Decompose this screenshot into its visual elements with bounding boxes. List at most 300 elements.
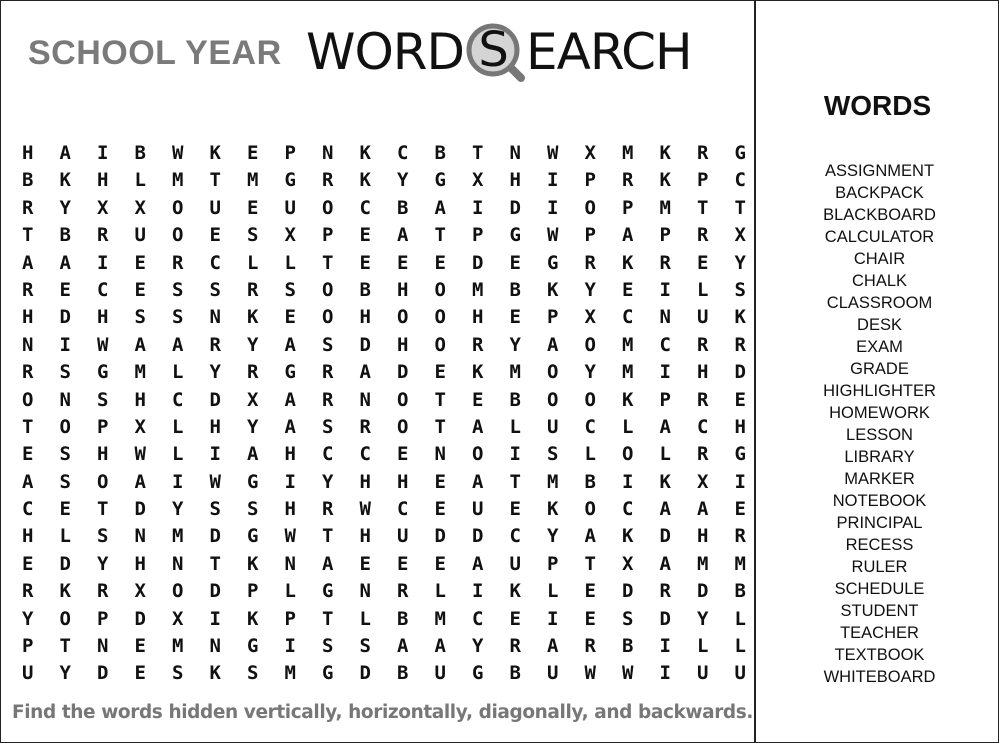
grid-letter[interactable]: A [434, 196, 446, 219]
grid-letter[interactable]: D [97, 662, 109, 685]
grid-letter[interactable]: Y [397, 169, 409, 192]
grid-letter[interactable]: P [284, 607, 296, 630]
grid-letter[interactable]: S [97, 388, 109, 411]
grid-letter[interactable]: D [397, 361, 409, 384]
grid-letter[interactable]: I [659, 278, 671, 301]
grid-letter[interactable]: N [659, 306, 671, 329]
grid-letter[interactable]: T [59, 635, 71, 658]
grid-letter[interactable]: R [734, 525, 746, 548]
grid-letter[interactable]: C [359, 196, 371, 219]
grid-letter[interactable]: S [59, 361, 71, 384]
grid-letter[interactable]: A [659, 552, 671, 575]
grid-letter[interactable]: I [209, 607, 221, 630]
grid-letter[interactable]: S [59, 443, 71, 466]
grid-letter[interactable]: D [472, 251, 484, 274]
grid-letter[interactable]: E [509, 251, 521, 274]
grid-letter[interactable]: C [734, 169, 746, 192]
grid-letter[interactable]: H [397, 470, 409, 493]
grid-letter[interactable]: L [697, 635, 709, 658]
grid-letter[interactable]: X [734, 224, 746, 247]
grid-letter[interactable]: G [509, 224, 521, 247]
grid-letter[interactable]: D [697, 580, 709, 603]
grid-letter[interactable]: S [547, 443, 559, 466]
grid-letter[interactable]: P [697, 169, 709, 192]
grid-letter[interactable]: R [584, 635, 596, 658]
grid-letter[interactable]: M [734, 552, 746, 575]
grid-letter[interactable]: P [584, 224, 596, 247]
grid-letter[interactable]: S [172, 306, 184, 329]
grid-letter[interactable]: X [284, 224, 296, 247]
grid-letter[interactable]: O [584, 196, 596, 219]
grid-letter[interactable]: O [172, 580, 184, 603]
grid-letter[interactable]: E [397, 251, 409, 274]
grid-letter[interactable]: G [284, 361, 296, 384]
grid-letter[interactable]: R [509, 635, 521, 658]
grid-letter[interactable]: O [584, 388, 596, 411]
grid-letter[interactable]: A [284, 388, 296, 411]
grid-letter[interactable]: T [472, 142, 484, 164]
grid-letter[interactable]: G [97, 361, 109, 384]
grid-letter[interactable]: P [22, 635, 34, 658]
grid-letter[interactable]: E [434, 470, 446, 493]
grid-letter[interactable]: A [659, 498, 671, 521]
grid-letter[interactable]: R [697, 443, 709, 466]
grid-letter[interactable]: P [472, 224, 484, 247]
grid-letter[interactable]: M [697, 552, 709, 575]
grid-letter[interactable]: D [359, 333, 371, 356]
grid-letter[interactable]: D [209, 388, 221, 411]
grid-letter[interactable]: Y [172, 498, 184, 521]
grid-letter[interactable]: K [59, 580, 71, 603]
grid-letter[interactable]: H [22, 525, 34, 548]
grid-letter[interactable]: X [472, 169, 484, 192]
grid-letter[interactable]: G [322, 662, 334, 685]
grid-letter[interactable]: K [622, 251, 634, 274]
grid-letter[interactable]: I [509, 443, 521, 466]
grid-letter[interactable]: M [434, 607, 446, 630]
grid-letter[interactable]: C [509, 525, 521, 548]
grid-letter[interactable]: O [59, 415, 71, 438]
grid-letter[interactable]: N [97, 635, 109, 658]
grid-letter[interactable]: S [97, 525, 109, 548]
grid-letter[interactable]: Y [247, 333, 259, 356]
grid-letter[interactable]: H [359, 525, 371, 548]
grid-letter[interactable]: L [622, 415, 634, 438]
grid-letter[interactable]: K [547, 498, 559, 521]
grid-letter[interactable]: D [59, 306, 71, 329]
grid-letter[interactable]: H [397, 333, 409, 356]
grid-letter[interactable]: T [322, 251, 334, 274]
grid-letter[interactable]: C [659, 333, 671, 356]
grid-letter[interactable]: K [659, 169, 671, 192]
grid-letter[interactable]: N [509, 142, 521, 164]
grid-letter[interactable]: I [472, 580, 484, 603]
grid-letter[interactable]: R [659, 251, 671, 274]
grid-letter[interactable]: E [247, 196, 259, 219]
grid-letter[interactable]: H [359, 306, 371, 329]
grid-letter[interactable]: S [247, 662, 259, 685]
grid-letter[interactable]: H [209, 415, 221, 438]
grid-letter[interactable]: G [322, 580, 334, 603]
grid-letter[interactable]: X [247, 388, 259, 411]
grid-letter[interactable]: G [247, 635, 259, 658]
grid-letter[interactable]: Y [209, 361, 221, 384]
grid-letter[interactable]: A [697, 498, 709, 521]
grid-letter[interactable]: P [659, 224, 671, 247]
grid-letter[interactable]: R [659, 580, 671, 603]
grid-letter[interactable]: O [584, 498, 596, 521]
grid-letter[interactable]: E [134, 662, 146, 685]
grid-letter[interactable]: A [659, 415, 671, 438]
grid-letter[interactable]: T [584, 552, 596, 575]
grid-letter[interactable]: E [509, 498, 521, 521]
grid-letter[interactable]: I [97, 251, 109, 274]
grid-letter[interactable]: A [134, 333, 146, 356]
grid-letter[interactable]: B [584, 470, 596, 493]
grid-letter[interactable]: E [584, 580, 596, 603]
grid-letter[interactable]: E [59, 498, 71, 521]
grid-letter[interactable]: G [247, 470, 259, 493]
grid-letter[interactable]: B [509, 278, 521, 301]
grid-letter[interactable]: L [697, 278, 709, 301]
grid-letter[interactable]: W [622, 662, 634, 685]
grid-letter[interactable]: C [622, 306, 634, 329]
grid-letter[interactable]: E [434, 251, 446, 274]
grid-letter[interactable]: U [434, 662, 446, 685]
grid-letter[interactable]: X [697, 470, 709, 493]
grid-letter[interactable]: H [359, 470, 371, 493]
grid-letter[interactable]: O [322, 278, 334, 301]
grid-letter[interactable]: I [59, 333, 71, 356]
grid-letter[interactable]: H [284, 498, 296, 521]
grid-letter[interactable]: P [97, 415, 109, 438]
grid-letter[interactable]: R [22, 278, 34, 301]
grid-letter[interactable]: X [584, 306, 596, 329]
grid-letter[interactable]: K [622, 388, 634, 411]
grid-letter[interactable]: C [209, 251, 221, 274]
grid-letter[interactable]: C [359, 443, 371, 466]
grid-letter[interactable]: X [622, 552, 634, 575]
grid-letter[interactable]: C [472, 607, 484, 630]
grid-letter[interactable]: U [697, 662, 709, 685]
letter-grid[interactable] [22, 140, 772, 688]
grid-letter[interactable]: E [134, 635, 146, 658]
grid-letter[interactable]: W [97, 333, 109, 356]
grid-letter[interactable]: D [472, 525, 484, 548]
grid-letter[interactable]: L [734, 635, 746, 658]
grid-letter[interactable]: G [734, 443, 746, 466]
grid-letter[interactable]: A [397, 224, 409, 247]
grid-letter[interactable]: R [22, 361, 34, 384]
grid-letter[interactable]: W [584, 662, 596, 685]
grid-letter[interactable]: O [547, 388, 559, 411]
grid-letter[interactable]: A [59, 251, 71, 274]
grid-letter[interactable]: E [509, 306, 521, 329]
grid-letter[interactable]: O [322, 306, 334, 329]
grid-letter[interactable]: B [22, 169, 34, 192]
grid-letter[interactable]: I [284, 635, 296, 658]
grid-letter[interactable]: Y [697, 607, 709, 630]
grid-letter[interactable]: G [734, 142, 746, 164]
grid-letter[interactable]: L [134, 169, 146, 192]
grid-letter[interactable]: T [509, 470, 521, 493]
grid-letter[interactable]: I [209, 443, 221, 466]
grid-letter[interactable]: E [22, 552, 34, 575]
grid-letter[interactable]: H [509, 169, 521, 192]
grid-letter[interactable]: N [172, 552, 184, 575]
grid-letter[interactable]: K [734, 306, 746, 329]
grid-letter[interactable]: E [472, 388, 484, 411]
grid-letter[interactable]: M [622, 333, 634, 356]
grid-letter[interactable]: K [209, 142, 221, 164]
grid-letter[interactable]: L [547, 580, 559, 603]
grid-letter[interactable]: W [134, 443, 146, 466]
grid-letter[interactable]: W [172, 142, 184, 164]
grid-letter[interactable]: E [584, 607, 596, 630]
grid-letter[interactable]: I [472, 196, 484, 219]
grid-letter[interactable]: H [697, 525, 709, 548]
grid-letter[interactable]: Y [734, 251, 746, 274]
grid-letter[interactable]: I [97, 142, 109, 164]
grid-letter[interactable]: T [209, 169, 221, 192]
grid-letter[interactable]: N [434, 443, 446, 466]
grid-letter[interactable]: S [622, 607, 634, 630]
grid-letter[interactable]: M [172, 525, 184, 548]
grid-letter[interactable]: S [247, 498, 259, 521]
grid-letter[interactable]: B [397, 662, 409, 685]
grid-letter[interactable]: R [359, 415, 371, 438]
grid-letter[interactable]: D [659, 607, 671, 630]
grid-letter[interactable]: W [547, 224, 559, 247]
grid-letter[interactable]: L [659, 443, 671, 466]
grid-letter[interactable]: A [22, 470, 34, 493]
grid-letter[interactable]: E [434, 498, 446, 521]
grid-letter[interactable]: K [359, 169, 371, 192]
grid-letter[interactable]: T [697, 196, 709, 219]
grid-letter[interactable]: Y [584, 361, 596, 384]
grid-letter[interactable]: L [734, 607, 746, 630]
grid-letter[interactable]: S [59, 470, 71, 493]
grid-letter[interactable]: R [697, 388, 709, 411]
grid-letter[interactable]: H [97, 443, 109, 466]
grid-letter[interactable]: S [322, 333, 334, 356]
grid-letter[interactable]: O [584, 333, 596, 356]
grid-letter[interactable]: S [134, 306, 146, 329]
grid-letter[interactable]: L [59, 525, 71, 548]
grid-letter[interactable]: H [284, 443, 296, 466]
grid-letter[interactable]: S [322, 635, 334, 658]
grid-letter[interactable]: R [322, 169, 334, 192]
grid-letter[interactable]: M [622, 142, 634, 164]
grid-letter[interactable]: L [359, 607, 371, 630]
grid-letter[interactable]: K [247, 306, 259, 329]
grid-letter[interactable]: S [734, 278, 746, 301]
grid-letter[interactable]: A [434, 635, 446, 658]
grid-letter[interactable]: B [397, 196, 409, 219]
grid-letter[interactable]: E [734, 498, 746, 521]
grid-letter[interactable]: E [22, 443, 34, 466]
grid-letter[interactable]: E [509, 607, 521, 630]
grid-letter[interactable]: P [622, 196, 634, 219]
grid-letter[interactable]: T [322, 525, 334, 548]
grid-letter[interactable]: R [22, 580, 34, 603]
grid-letter[interactable]: K [209, 662, 221, 685]
grid-letter[interactable]: Y [322, 470, 334, 493]
grid-letter[interactable]: E [734, 388, 746, 411]
grid-letter[interactable]: L [434, 580, 446, 603]
grid-letter[interactable]: O [22, 388, 34, 411]
grid-letter[interactable]: R [584, 251, 596, 274]
grid-letter[interactable]: A [547, 333, 559, 356]
grid-letter[interactable]: A [134, 470, 146, 493]
grid-letter[interactable]: E [209, 224, 221, 247]
grid-letter[interactable]: G [547, 251, 559, 274]
grid-letter[interactable]: O [172, 196, 184, 219]
grid-letter[interactable]: K [59, 169, 71, 192]
grid-letter[interactable]: U [547, 415, 559, 438]
grid-letter[interactable]: M [547, 470, 559, 493]
grid-letter[interactable]: R [172, 251, 184, 274]
grid-letter[interactable]: R [472, 333, 484, 356]
grid-letter[interactable]: D [622, 580, 634, 603]
grid-letter[interactable]: K [247, 552, 259, 575]
grid-letter[interactable]: M [284, 662, 296, 685]
grid-letter[interactable]: I [284, 470, 296, 493]
grid-letter[interactable]: H [134, 552, 146, 575]
grid-letter[interactable]: I [547, 169, 559, 192]
grid-letter[interactable]: N [359, 388, 371, 411]
grid-letter[interactable]: I [659, 635, 671, 658]
grid-letter[interactable]: B [134, 142, 146, 164]
grid-letter[interactable]: R [97, 580, 109, 603]
grid-letter[interactable]: T [209, 552, 221, 575]
grid-letter[interactable]: A [359, 361, 371, 384]
grid-letter[interactable]: A [397, 635, 409, 658]
grid-letter[interactable]: N [209, 635, 221, 658]
grid-letter[interactable]: B [734, 580, 746, 603]
grid-letter[interactable]: S [322, 415, 334, 438]
grid-letter[interactable]: R [22, 196, 34, 219]
grid-letter[interactable]: O [397, 415, 409, 438]
grid-letter[interactable]: L [172, 443, 184, 466]
grid-letter[interactable]: R [322, 361, 334, 384]
grid-letter[interactable]: Y [59, 662, 71, 685]
grid-letter[interactable]: O [472, 443, 484, 466]
grid-letter[interactable]: A [472, 552, 484, 575]
grid-letter[interactable]: P [322, 224, 334, 247]
grid-letter[interactable]: O [434, 306, 446, 329]
grid-letter[interactable]: R [622, 169, 634, 192]
grid-letter[interactable]: N [322, 142, 334, 164]
grid-letter[interactable]: K [659, 142, 671, 164]
grid-letter[interactable]: C [322, 443, 334, 466]
grid-letter[interactable]: H [697, 361, 709, 384]
grid-letter[interactable]: M [172, 635, 184, 658]
grid-letter[interactable]: C [397, 498, 409, 521]
grid-letter[interactable]: G [472, 662, 484, 685]
grid-letter[interactable]: A [247, 443, 259, 466]
grid-letter[interactable]: E [134, 251, 146, 274]
grid-letter[interactable]: L [247, 251, 259, 274]
grid-letter[interactable]: Y [97, 552, 109, 575]
grid-letter[interactable]: K [359, 142, 371, 164]
grid-letter[interactable]: Y [247, 415, 259, 438]
grid-letter[interactable]: A [284, 415, 296, 438]
grid-letter[interactable]: I [172, 470, 184, 493]
grid-letter[interactable]: U [22, 662, 34, 685]
grid-letter[interactable]: A [622, 224, 634, 247]
grid-letter[interactable]: L [172, 361, 184, 384]
grid-letter[interactable]: M [134, 361, 146, 384]
grid-letter[interactable]: T [434, 224, 446, 247]
grid-letter[interactable]: U [547, 662, 559, 685]
grid-letter[interactable]: E [359, 224, 371, 247]
grid-letter[interactable]: X [584, 142, 596, 164]
grid-letter[interactable]: C [584, 415, 596, 438]
grid-letter[interactable]: D [434, 525, 446, 548]
grid-letter[interactable]: A [547, 635, 559, 658]
grid-letter[interactable]: I [547, 196, 559, 219]
grid-letter[interactable]: E [134, 278, 146, 301]
grid-letter[interactable]: O [172, 224, 184, 247]
grid-letter[interactable]: B [397, 607, 409, 630]
grid-letter[interactable]: U [509, 552, 521, 575]
grid-letter[interactable]: G [434, 169, 446, 192]
grid-letter[interactable]: B [622, 635, 634, 658]
grid-letter[interactable]: M [247, 169, 259, 192]
grid-letter[interactable]: U [472, 498, 484, 521]
grid-letter[interactable]: W [547, 142, 559, 164]
grid-letter[interactable]: C [22, 498, 34, 521]
grid-letter[interactable]: A [22, 251, 34, 274]
grid-letter[interactable]: P [659, 388, 671, 411]
grid-letter[interactable]: X [172, 607, 184, 630]
grid-letter[interactable]: S [209, 498, 221, 521]
grid-letter[interactable]: D [659, 525, 671, 548]
grid-letter[interactable]: R [97, 224, 109, 247]
grid-letter[interactable]: H [22, 142, 34, 164]
grid-letter[interactable]: X [97, 196, 109, 219]
grid-letter[interactable]: E [359, 251, 371, 274]
grid-letter[interactable]: L [172, 415, 184, 438]
grid-letter[interactable]: P [284, 142, 296, 164]
grid-letter[interactable]: N [134, 525, 146, 548]
grid-letter[interactable]: R [322, 498, 334, 521]
grid-letter[interactable]: H [134, 388, 146, 411]
grid-letter[interactable]: U [284, 196, 296, 219]
grid-letter[interactable]: Y [59, 196, 71, 219]
grid-letter[interactable]: C [97, 278, 109, 301]
grid-letter[interactable]: T [97, 498, 109, 521]
grid-letter[interactable]: D [134, 498, 146, 521]
grid-letter[interactable]: K [547, 278, 559, 301]
grid-letter[interactable]: A [584, 525, 596, 548]
grid-letter[interactable]: R [734, 333, 746, 356]
grid-letter[interactable]: M [472, 278, 484, 301]
grid-letter[interactable]: U [697, 306, 709, 329]
grid-letter[interactable]: D [509, 196, 521, 219]
grid-letter[interactable]: C [397, 142, 409, 164]
grid-letter[interactable]: L [509, 415, 521, 438]
grid-letter[interactable]: X [134, 415, 146, 438]
grid-letter[interactable]: E [434, 361, 446, 384]
grid-letter[interactable]: E [359, 552, 371, 575]
grid-letter[interactable]: O [59, 607, 71, 630]
grid-letter[interactable]: T [734, 196, 746, 219]
grid-letter[interactable]: D [209, 525, 221, 548]
grid-letter[interactable]: H [22, 306, 34, 329]
grid-letter[interactable]: S [209, 278, 221, 301]
